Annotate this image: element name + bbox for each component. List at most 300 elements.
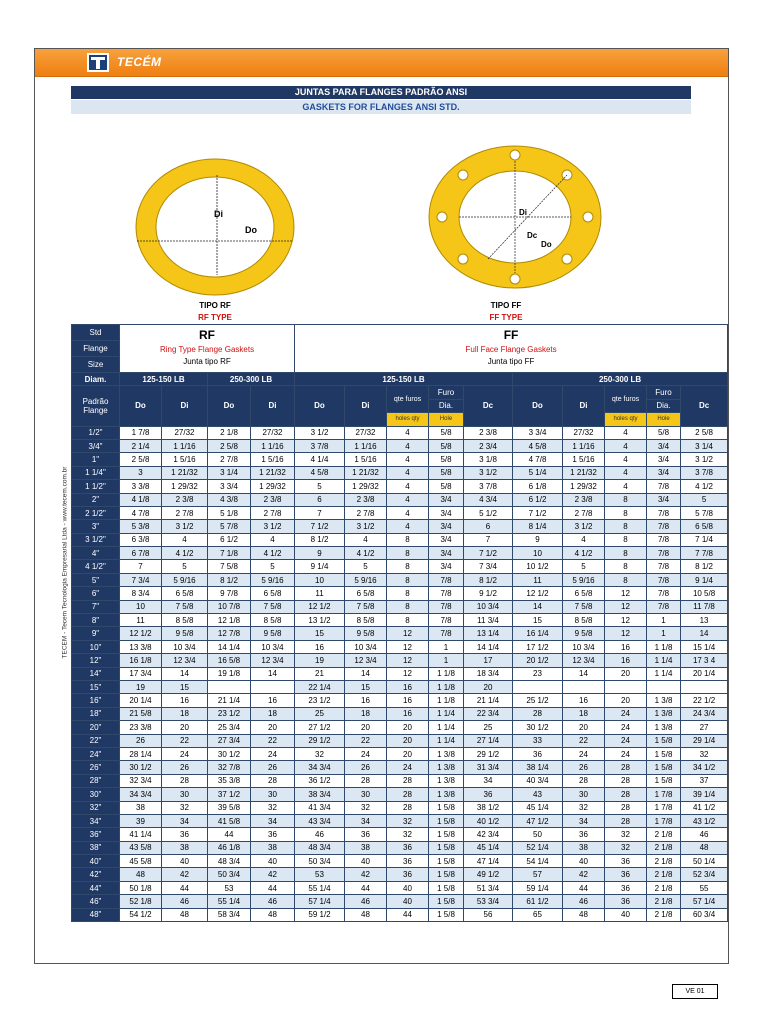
value-cell: 5/8 [429, 439, 464, 452]
value-cell: 42 3/4 [464, 828, 513, 841]
value-cell: 50 [513, 828, 563, 841]
value-cell: 8 5/8 [251, 614, 295, 627]
value-cell: 55 1/4 [208, 895, 251, 908]
value-cell: 52 3/4 [681, 868, 728, 881]
value-cell: 38 [162, 841, 208, 854]
value-cell: 1 5/8 [647, 761, 681, 774]
value-cell: 4 [605, 439, 647, 452]
value-cell: 46 [251, 895, 295, 908]
value-cell: 12 1/2 [513, 587, 563, 600]
value-cell: 1 5/8 [429, 828, 464, 841]
value-cell: 14 [251, 667, 295, 680]
flange-label: Flange [72, 341, 120, 357]
value-cell: 7/8 [647, 520, 681, 533]
value-cell: 46 [345, 895, 387, 908]
value-cell: 16 [295, 640, 345, 653]
value-cell: 1 21/32 [345, 466, 387, 479]
size-label: Size [72, 357, 120, 373]
value-cell: 40 [387, 895, 429, 908]
value-cell: 4 [387, 426, 429, 439]
value-cell: 46 [681, 828, 728, 841]
value-cell: 8 [387, 547, 429, 560]
size-cell: 3 1/2" [72, 533, 120, 546]
size-cell: 42" [72, 868, 120, 881]
value-cell: 8 5/8 [563, 614, 605, 627]
value-cell: 1 [647, 614, 681, 627]
value-cell: 6 5/8 [345, 587, 387, 600]
table-row [72, 560, 728, 573]
value-cell: 7 1/2 [295, 520, 345, 533]
value-cell: 10 5/8 [681, 587, 728, 600]
version-label: VE 01 [672, 984, 718, 999]
value-cell: 30 1/2 [513, 721, 563, 734]
value-cell: 36 [605, 895, 647, 908]
col-hole: Hole [429, 413, 464, 426]
value-cell: 12 [605, 614, 647, 627]
value-cell: 1 29/32 [162, 480, 208, 493]
value-cell: 5/8 [429, 480, 464, 493]
value-cell: 16 [251, 694, 295, 707]
value-cell: 13 1/4 [464, 627, 513, 640]
value-cell: 16 [387, 707, 429, 720]
value-cell: 12 [605, 600, 647, 613]
value-cell: 1 29/32 [251, 480, 295, 493]
value-cell: 32 [162, 801, 208, 814]
size-cell: 2 1/2" [72, 506, 120, 519]
value-cell: 44 [162, 881, 208, 894]
value-cell: 9 1/2 [464, 587, 513, 600]
table-row [72, 573, 728, 586]
value-cell: 21 1/4 [208, 694, 251, 707]
value-cell: 38 [120, 801, 162, 814]
value-cell: 32 [605, 828, 647, 841]
value-cell: 2 7/8 [251, 506, 295, 519]
col-do: Do [513, 386, 563, 426]
table-row [72, 547, 728, 560]
value-cell: 12 7/8 [208, 627, 251, 640]
value-cell: 30 1/2 [120, 761, 162, 774]
value-cell: 14 1/4 [464, 640, 513, 653]
value-cell: 48 [251, 908, 295, 921]
value-cell: 17 3/4 [120, 667, 162, 680]
value-cell: 23 3/8 [120, 721, 162, 734]
value-cell: 32 [563, 801, 605, 814]
value-cell: 1 1/4 [429, 734, 464, 747]
value-cell: 24 [605, 747, 647, 760]
value-cell: 45 5/8 [120, 855, 162, 868]
value-cell: 28 [605, 801, 647, 814]
value-cell: 30 [345, 788, 387, 801]
col-qty-en: holes qty [387, 413, 429, 426]
value-cell: 42 [162, 868, 208, 881]
value-cell: 36 [251, 828, 295, 841]
value-cell: 61 1/2 [513, 895, 563, 908]
value-cell: 28 [251, 774, 295, 787]
col-qty-pt: qte furos [387, 386, 429, 413]
size-cell: 12" [72, 654, 120, 667]
value-cell: 5 [162, 560, 208, 573]
col-qty-en: holes qty [605, 413, 647, 426]
size-cell: 4" [72, 547, 120, 560]
table-row [72, 908, 728, 921]
value-cell: 20 [162, 721, 208, 734]
value-cell: 9 5/8 [345, 627, 387, 640]
size-cell: 1/2" [72, 426, 120, 439]
value-cell: 12 3/4 [251, 654, 295, 667]
value-cell: 11 3/4 [464, 614, 513, 627]
table-row [72, 520, 728, 533]
value-cell: 3 1/2 [295, 426, 345, 439]
value-cell: 3 1/2 [563, 520, 605, 533]
value-cell: 10 3/4 [464, 600, 513, 613]
value-cell: 40 1/2 [464, 814, 513, 827]
value-cell: 46 [563, 895, 605, 908]
value-cell: 24 3/4 [681, 707, 728, 720]
ff-gasket-diagram [425, 141, 605, 291]
value-cell: 55 [681, 881, 728, 894]
value-cell: 8 [387, 587, 429, 600]
value-cell: 18 [162, 707, 208, 720]
value-cell: 28 [513, 707, 563, 720]
table-row [72, 707, 728, 720]
table-row [72, 587, 728, 600]
value-cell: 12 [387, 640, 429, 653]
value-cell: 33 [513, 734, 563, 747]
size-cell: 5" [72, 573, 120, 586]
value-cell: 10 [120, 600, 162, 613]
size-cell: 48" [72, 908, 120, 921]
size-cell: 3/4" [72, 439, 120, 452]
value-cell: 34 3/4 [295, 761, 345, 774]
value-cell: 8 [605, 520, 647, 533]
value-cell: 34 [162, 814, 208, 827]
value-cell: 26 [120, 734, 162, 747]
value-cell: 4 7/8 [513, 453, 563, 466]
value-cell: 5 3/8 [120, 520, 162, 533]
value-cell: 1 5/8 [647, 774, 681, 787]
size-cell: 15" [72, 680, 120, 693]
value-cell: 1 1/16 [563, 439, 605, 452]
value-cell: 1 21/32 [563, 466, 605, 479]
value-cell: 12 3/4 [345, 654, 387, 667]
size-cell: 24" [72, 747, 120, 760]
col-dc: Dc [464, 386, 513, 426]
value-cell: 2 3/8 [251, 493, 295, 506]
rf-block-title [120, 325, 295, 373]
value-cell: 5 9/16 [162, 573, 208, 586]
col-dia: Dia. [647, 399, 681, 412]
value-cell: 41 3/4 [295, 801, 345, 814]
value-cell: 4 [605, 466, 647, 479]
value-cell: 22 3/4 [464, 707, 513, 720]
value-cell: 1 1/16 [345, 439, 387, 452]
size-cell: 38" [72, 841, 120, 854]
value-cell: 5 9/16 [345, 573, 387, 586]
value-cell: 12 1/2 [295, 600, 345, 613]
value-cell: 1 7/8 [647, 814, 681, 827]
value-cell: 14 [513, 600, 563, 613]
value-cell: 5 [251, 560, 295, 573]
ff-dc-label: Dc [527, 231, 538, 240]
value-cell: 12 [605, 587, 647, 600]
value-cell: 3/4 [647, 466, 681, 479]
value-cell: 8 1/2 [295, 533, 345, 546]
value-cell: 4 5/8 [295, 466, 345, 479]
value-cell: 51 3/4 [464, 881, 513, 894]
value-cell: 28 [605, 814, 647, 827]
value-cell: 7/8 [429, 600, 464, 613]
brand-name: TECÉM [117, 55, 162, 69]
value-cell [251, 680, 295, 693]
value-cell: 4 1/4 [295, 453, 345, 466]
value-cell: 57 [513, 868, 563, 881]
value-cell: 26 [563, 761, 605, 774]
value-cell: 18 [563, 707, 605, 720]
value-cell: 12 [387, 627, 429, 640]
value-cell: 3/4 [429, 520, 464, 533]
value-cell: 7/8 [647, 600, 681, 613]
value-cell: 20 [464, 680, 513, 693]
value-cell: 48 3/4 [295, 841, 345, 854]
value-cell: 4 1/2 [162, 547, 208, 560]
value-cell: 6 [295, 493, 345, 506]
ff-class-low: 125-150 LB [295, 373, 513, 386]
value-cell: 4 1/2 [681, 480, 728, 493]
value-cell: 3 7/8 [464, 480, 513, 493]
value-cell: 12 1/2 [120, 627, 162, 640]
value-cell: 30 [162, 788, 208, 801]
value-cell: 24 [345, 747, 387, 760]
value-cell: 25 1/2 [513, 694, 563, 707]
value-cell: 44 [208, 828, 251, 841]
value-cell: 10 [295, 573, 345, 586]
value-cell: 10 1/2 [513, 560, 563, 573]
value-cell: 2 1/8 [647, 855, 681, 868]
value-cell: 1 1/4 [647, 667, 681, 680]
value-cell: 28 [605, 788, 647, 801]
value-cell: 50 3/4 [208, 868, 251, 881]
value-cell: 10 3/4 [162, 640, 208, 653]
padrao-label: Padrão [82, 396, 109, 406]
value-cell: 54 1/4 [513, 855, 563, 868]
value-cell: 34 [464, 774, 513, 787]
value-cell: 1 5/16 [345, 453, 387, 466]
value-cell: 42 [563, 868, 605, 881]
value-cell: 20 1/4 [120, 694, 162, 707]
col-di: Di [162, 386, 208, 426]
value-cell: 3 1/2 [162, 520, 208, 533]
value-cell: 5/8 [429, 466, 464, 479]
value-cell: 8 1/2 [208, 573, 251, 586]
value-cell: 4 7/8 [120, 506, 162, 519]
value-cell: 36 [563, 828, 605, 841]
value-cell [563, 680, 605, 693]
rf-name-pt: Junta tipo RF [183, 357, 231, 366]
value-cell: 2 3/8 [345, 493, 387, 506]
value-cell: 37 [681, 774, 728, 787]
table-row [72, 774, 728, 787]
value-cell: 23 1/2 [208, 707, 251, 720]
value-cell: 4 1/2 [251, 547, 295, 560]
table-row [72, 506, 728, 519]
value-cell: 12 [605, 627, 647, 640]
table-row [72, 734, 728, 747]
value-cell: 10 7/8 [208, 600, 251, 613]
brand-header-bar [35, 49, 728, 77]
value-cell: 4 [162, 533, 208, 546]
ff-do-label: Do [541, 240, 552, 249]
rf-gasket-diagram [135, 149, 295, 294]
value-cell: 38 1/4 [513, 761, 563, 774]
value-cell: 3/4 [429, 533, 464, 546]
value-cell: 1 5/16 [563, 453, 605, 466]
value-cell: 1 [647, 627, 681, 640]
size-cell: 1 1/2" [72, 480, 120, 493]
value-cell: 1 1/8 [429, 694, 464, 707]
table-row [72, 694, 728, 707]
value-cell: 27/32 [251, 426, 295, 439]
value-cell: 8 5/8 [345, 614, 387, 627]
value-cell: 25 [464, 721, 513, 734]
value-cell: 6 5/8 [251, 587, 295, 600]
padrao-flange-label [72, 386, 120, 426]
value-cell: 7 1/2 [464, 547, 513, 560]
table-body [72, 426, 728, 921]
value-cell: 23 1/2 [295, 694, 345, 707]
value-cell: 20 [387, 747, 429, 760]
value-cell: 36 [605, 881, 647, 894]
value-cell: 9 1/4 [295, 560, 345, 573]
col-furo: Furo [647, 386, 681, 399]
value-cell: 5 [681, 493, 728, 506]
value-cell: 1 1/4 [647, 654, 681, 667]
flange-word: Flange [83, 405, 108, 415]
value-cell: 3/4 [647, 439, 681, 452]
value-cell: 1 1/4 [429, 721, 464, 734]
table-row [72, 667, 728, 680]
value-cell: 28 [162, 774, 208, 787]
value-cell: 8 3/4 [120, 587, 162, 600]
value-cell: 26 [251, 761, 295, 774]
value-cell: 50 1/8 [120, 881, 162, 894]
col-dia: Dia. [429, 399, 464, 412]
value-cell: 48 3/4 [208, 855, 251, 868]
value-cell: 22 [162, 734, 208, 747]
value-cell: 5/8 [429, 426, 464, 439]
size-cell: 20" [72, 721, 120, 734]
value-cell: 8 [387, 614, 429, 627]
value-cell: 38 [563, 841, 605, 854]
value-cell: 38 3/4 [295, 788, 345, 801]
rf-name-en: Ring Type Flange Gaskets [159, 345, 255, 354]
value-cell: 2 3/4 [464, 439, 513, 452]
value-cell: 5/8 [429, 453, 464, 466]
value-cell: 12 [387, 667, 429, 680]
value-cell: 32 [387, 814, 429, 827]
value-cell: 8 [387, 573, 429, 586]
value-cell: 5 1/8 [208, 506, 251, 519]
value-cell: 16 1/4 [513, 627, 563, 640]
value-cell: 8 [605, 573, 647, 586]
table-row [72, 788, 728, 801]
value-cell: 46 [295, 828, 345, 841]
value-cell: 3/4 [647, 493, 681, 506]
value-cell: 7 7/8 [681, 547, 728, 560]
size-cell: 34" [72, 814, 120, 827]
value-cell: 47 1/2 [513, 814, 563, 827]
col-di: Di [563, 386, 605, 426]
value-cell: 29 1/2 [464, 747, 513, 760]
value-cell: 37 1/2 [208, 788, 251, 801]
value-cell: 24 [605, 734, 647, 747]
value-cell: 10 3/4 [251, 640, 295, 653]
ff-code: FF [503, 328, 519, 342]
value-cell: 36 [345, 828, 387, 841]
value-cell: 53 3/4 [464, 895, 513, 908]
value-cell: 1 29/32 [563, 480, 605, 493]
value-cell: 40 [251, 855, 295, 868]
value-cell: 1 3/8 [647, 721, 681, 734]
value-cell: 1 5/16 [251, 453, 295, 466]
rf-di-label: Di [214, 209, 223, 219]
table-row [72, 453, 728, 466]
ff-di-label: Di [519, 208, 527, 217]
value-cell: 44 [251, 881, 295, 894]
value-cell: 30 1/2 [208, 747, 251, 760]
size-cell: 10" [72, 640, 120, 653]
value-cell: 17 1/2 [513, 640, 563, 653]
value-cell: 8 [605, 493, 647, 506]
value-cell: 7 [120, 560, 162, 573]
size-cell: 22" [72, 734, 120, 747]
value-cell: 7/8 [647, 560, 681, 573]
value-cell: 6 7/8 [120, 547, 162, 560]
title-portuguese: JUNTAS PARA FLANGES PADRÃO ANSI [71, 86, 691, 99]
value-cell: 4 [387, 453, 429, 466]
value-cell: 4 1/2 [563, 547, 605, 560]
value-cell: 57 1/4 [681, 895, 728, 908]
size-cell: 7" [72, 600, 120, 613]
table-row [72, 640, 728, 653]
value-cell: 29 1/2 [295, 734, 345, 747]
value-cell: 29 1/4 [681, 734, 728, 747]
value-cell: 16 [345, 694, 387, 707]
value-cell: 40 [387, 881, 429, 894]
value-cell: 21 1/4 [464, 694, 513, 707]
value-cell: 20 [387, 734, 429, 747]
value-cell: 36 [387, 855, 429, 868]
table-row [72, 868, 728, 881]
value-cell: 3 7/8 [295, 439, 345, 452]
value-cell: 1 3/8 [429, 788, 464, 801]
value-cell: 17 3 4 [681, 654, 728, 667]
value-cell: 6 5/8 [563, 587, 605, 600]
value-cell: 16 [387, 680, 429, 693]
value-cell: 11 7/8 [681, 600, 728, 613]
value-cell: 35 3/8 [208, 774, 251, 787]
value-cell: 20 [563, 721, 605, 734]
value-cell: 7 5/8 [345, 600, 387, 613]
value-cell: 4 [387, 506, 429, 519]
value-cell: 60 3/4 [681, 908, 728, 921]
col-di: Di [251, 386, 295, 426]
value-cell: 24 [563, 747, 605, 760]
table-row [72, 533, 728, 546]
std-label: Std [72, 325, 120, 341]
value-cell: 40 [605, 908, 647, 921]
value-cell: 28 [345, 774, 387, 787]
value-cell: 4 1/2 [345, 547, 387, 560]
